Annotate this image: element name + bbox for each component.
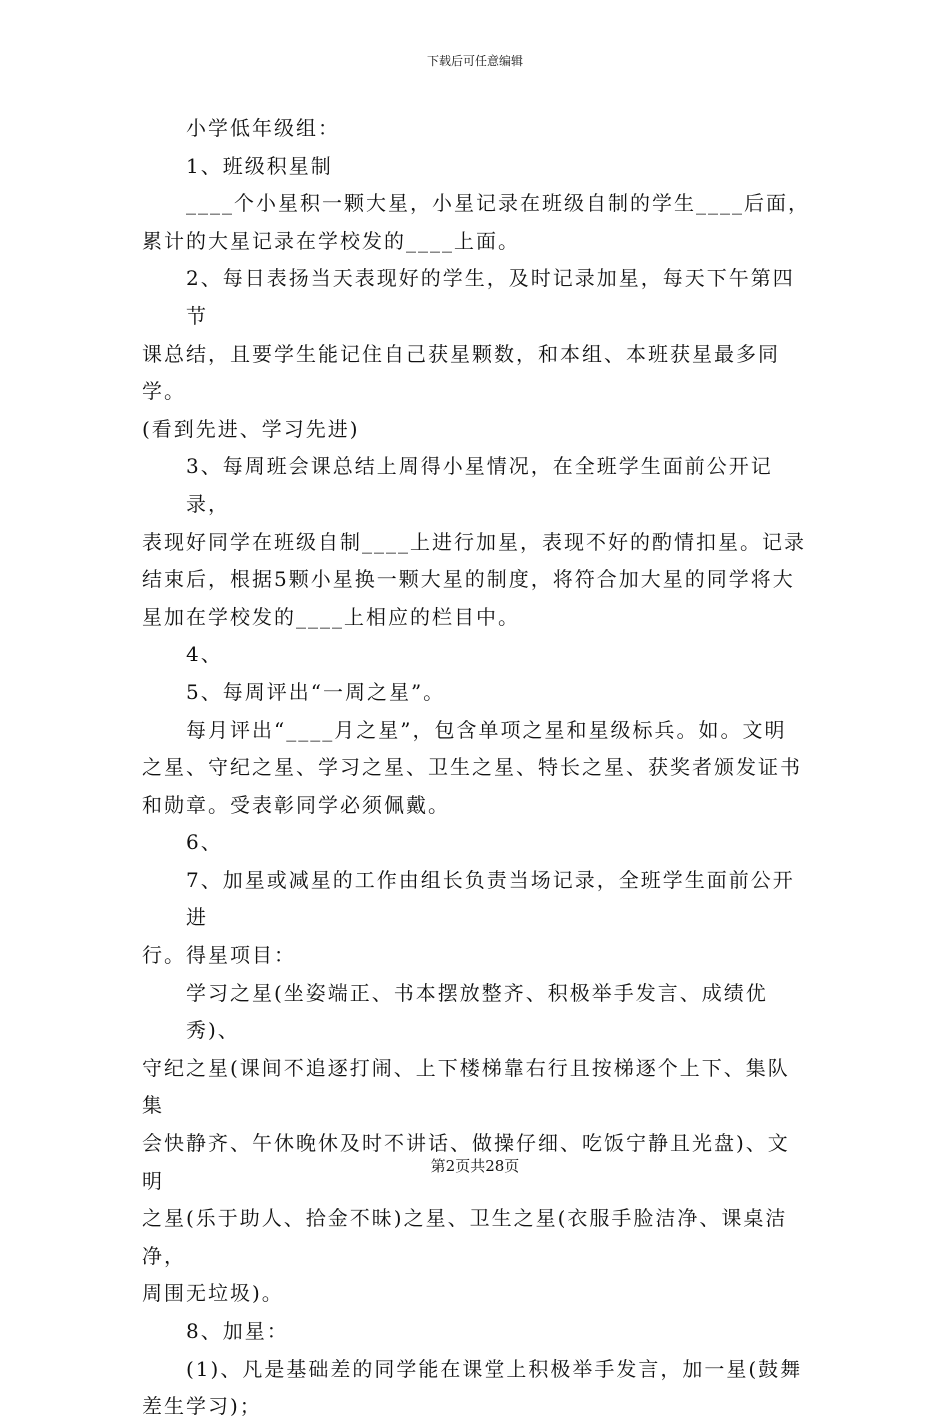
text-line: 1、班级积星制	[186, 153, 333, 178]
text-line: 课总结，且要学生能记住自己获星颗数，和本组、本班获星最多同学。	[142, 341, 780, 404]
text-line: 和勋章。受表彰同学必须佩戴。	[142, 792, 450, 817]
text-line: 累计的大星记录在学校发的____上面。	[142, 228, 520, 253]
page-number: 第2页共28页	[430, 1157, 520, 1175]
text-line: 6、	[186, 830, 223, 855]
text-line: (看到先进、学习先进)	[142, 416, 360, 441]
text-line: 3、每周班会课总结上周得小星情况，在全班学生面前公开记录，	[186, 454, 773, 516]
text-line: 表现好同学在班级自制____上进行加星，表现不好的酌情扣星。记录	[142, 529, 806, 554]
text-line: 之星(乐于助人、拾金不昧)之星、卫生之星(衣服手脸洁净、课桌洁净，	[142, 1206, 788, 1268]
text-line: 星加在学校发的____上相应的栏目中。	[142, 604, 520, 629]
text-line: 每月评出“____月之星”，包含单项之星和星级标兵。如。文明	[186, 717, 787, 742]
text-line: 小学低年级组：	[186, 116, 340, 140]
text-line: 2、每日表扬当天表现好的学生，及时记录加星，每天下午第四节	[186, 266, 795, 328]
text-line: 8、加星：	[186, 1319, 289, 1343]
document-body	[142, 110, 810, 1426]
text-line: 4、	[186, 642, 223, 667]
text-line: 学习之星(坐姿端正、书本摆放整齐、积极举手发言、成绩优秀)、	[186, 980, 768, 1043]
text-line: 会快静齐、午休晚休及时不讲话、做操仔细、吃饭宁静且光盘)、文明	[142, 1131, 790, 1193]
text-line: 差生学习)；	[142, 1394, 262, 1419]
text-line: 5、每周评出“一周之星”。	[186, 679, 446, 704]
text-line: 行。得星项目：	[142, 943, 296, 968]
text-line: 之星、守纪之星、学习之星、卫生之星、特长之星、获奖者颁发证书	[142, 755, 802, 780]
text-line: 结束后，根据5颗小星换一颗大星的制度，将符合加大星的同学将大	[142, 567, 795, 592]
page-header: 下载后可任意编辑	[426, 54, 523, 68]
text-line: ____个小星积一颗大星，小星记录在班级自制的学生____后面，	[186, 191, 810, 216]
text-line: 7、加星或减星的工作由组长负责当场记录，全班学生面前公开进	[186, 867, 795, 930]
text-line: (1)、凡是基础差的同学能在课堂上积极举手发言，加一星(鼓舞	[186, 1356, 803, 1381]
text-line: 周围无垃圾)。	[142, 1281, 284, 1306]
text-line: 守纪之星(课间不追逐打闹、上下楼梯靠右行且按梯逐个上下、集队集	[142, 1055, 790, 1118]
